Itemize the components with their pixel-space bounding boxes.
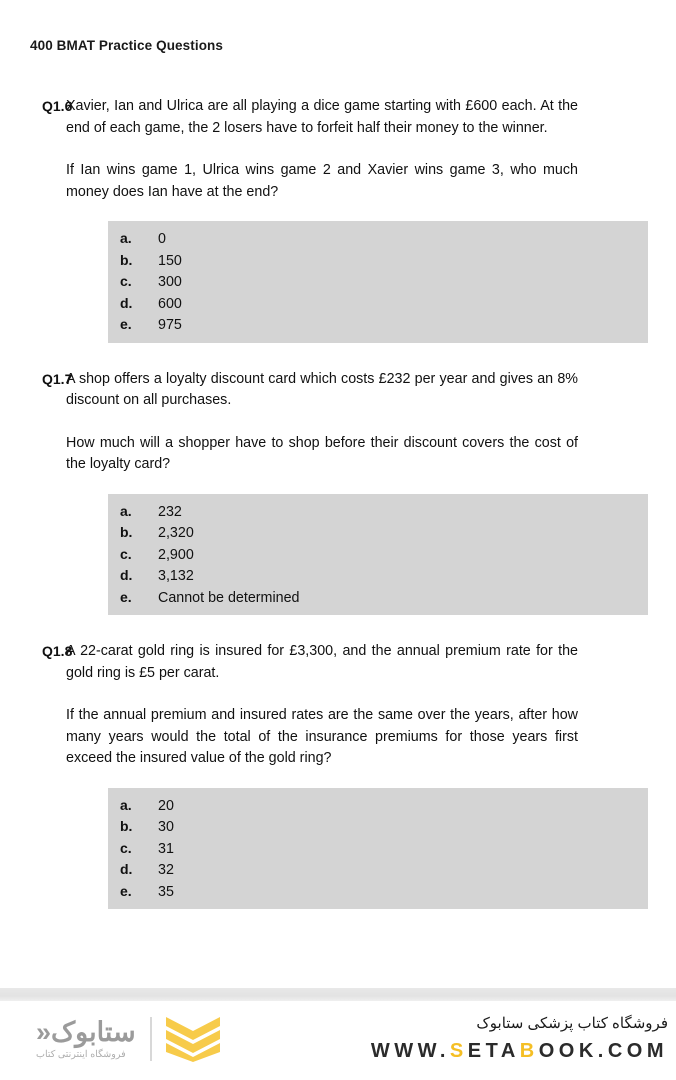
option-letter: a. (120, 796, 132, 813)
answer-option[interactable] (108, 816, 648, 838)
option-text: 2,900 (158, 546, 194, 563)
brand-tagline-fa: فروشگاه کتاب پزشکی ستابوک (476, 1015, 668, 1032)
answer-options-box (108, 494, 648, 616)
questions-container (0, 96, 676, 935)
question-paragraph: If the annual premium and insured rates are the same over the years, after how many years would the total of the insurance premiums for those years first exceed the insured value of the gold ring? (66, 707, 578, 766)
answer-options-box (108, 221, 648, 343)
option-text: 0 (158, 231, 166, 247)
option-text: 150 (158, 252, 182, 269)
footer-separator-band (0, 988, 676, 1001)
option-text: 30 (158, 819, 174, 835)
option-letter: b. (120, 818, 133, 834)
option-letter: b. (120, 524, 133, 540)
answer-option[interactable] (108, 838, 648, 860)
answer-option[interactable] (108, 271, 648, 293)
question-heading-row (0, 369, 676, 476)
url-accent-s: S (449, 1040, 468, 1062)
option-letter: c. (120, 273, 132, 289)
option-letter: d. (120, 294, 133, 311)
answer-options-box (108, 788, 648, 910)
answer-option[interactable] (108, 795, 648, 817)
option-letter: c. (120, 839, 132, 856)
option-text: 31 (158, 840, 174, 857)
answer-option[interactable] (108, 522, 648, 544)
brand-wordmark-group (36, 1017, 136, 1061)
url-prefix: WWW. (370, 1040, 450, 1062)
question-heading-row (0, 96, 676, 203)
question-number: Q1.8 (42, 643, 73, 659)
page-footer (0, 1001, 676, 1080)
question-text-column (66, 369, 606, 476)
answer-option[interactable] (108, 501, 648, 523)
option-letter: a. (120, 230, 132, 246)
setabook-web-lockup (371, 1013, 668, 1064)
triple-chevron-down-icon (164, 1015, 222, 1063)
brand-subtitle-text: فروشگاه اینترنتی کتاب (36, 1049, 126, 1060)
option-text: 600 (158, 295, 182, 312)
answer-option[interactable] (108, 228, 648, 250)
option-text: 32 (158, 862, 174, 878)
brand-divider (150, 1017, 152, 1061)
question-number: Q1.6 (42, 98, 73, 114)
option-text: 232 (158, 503, 182, 520)
question-block (0, 96, 676, 343)
option-text: 300 (158, 274, 182, 290)
option-letter: e. (120, 588, 132, 605)
answer-option[interactable] (108, 293, 648, 315)
answer-option[interactable] (108, 565, 648, 587)
question-text-column (66, 641, 606, 770)
option-text: 975 (158, 317, 182, 333)
question-text-column (66, 96, 606, 203)
option-letter: b. (120, 251, 133, 268)
brand-wordmark-text: ستابوک« (36, 1017, 136, 1047)
answer-option[interactable] (108, 587, 648, 609)
question-block (0, 369, 676, 616)
setabook-brand-lockup (36, 1015, 222, 1063)
answer-option[interactable] (108, 881, 648, 903)
url-accent-b: B (519, 1040, 539, 1062)
question-block (0, 641, 676, 909)
option-text: 35 (158, 883, 174, 900)
option-letter: d. (120, 567, 133, 583)
question-paragraph: A shop offers a loyalty discount card which costs £232 per year and gives an 8% discount on all purchases. (66, 370, 578, 408)
running-header-title: 400 BMAT Practice Questions (30, 38, 224, 53)
question-paragraph: Xavier, Ian and Ulrica are all playing a dice game starting with £600 each. At the end of each game, the 2 losers have to forfeit half their money to the winner. (66, 98, 578, 136)
brand-website-url[interactable] (371, 1038, 668, 1064)
question-paragraph: If Ian wins game 1, Ulrica wins game 2 and Xavier wins game 3, who much money does Ian have at the end? (66, 162, 578, 200)
option-letter: d. (120, 861, 133, 877)
url-suffix: OOK.COM (538, 1040, 668, 1062)
answer-option[interactable] (108, 859, 648, 881)
question-paragraph: A 22-carat gold ring is insured for £3,300, and the annual premium rate for the gold ring is £5 per carat. (66, 643, 578, 681)
option-letter: e. (120, 882, 132, 899)
question-number: Q1.7 (42, 370, 73, 387)
answer-option[interactable] (108, 250, 648, 272)
question-paragraph: How much will a shopper have to shop before their discount covers the cost of the loyalty card? (66, 434, 578, 472)
answer-option[interactable] (108, 314, 648, 336)
option-letter: a. (120, 502, 132, 519)
option-text: Cannot be determined (158, 589, 300, 606)
option-text: 3,132 (158, 568, 194, 584)
url-middle: ETA (467, 1040, 520, 1062)
option-letter: c. (120, 545, 132, 562)
question-heading-row (0, 641, 676, 770)
option-text: 2,320 (158, 525, 194, 541)
answer-option[interactable] (108, 544, 648, 566)
option-text: 20 (158, 797, 174, 814)
option-letter: e. (120, 316, 132, 332)
